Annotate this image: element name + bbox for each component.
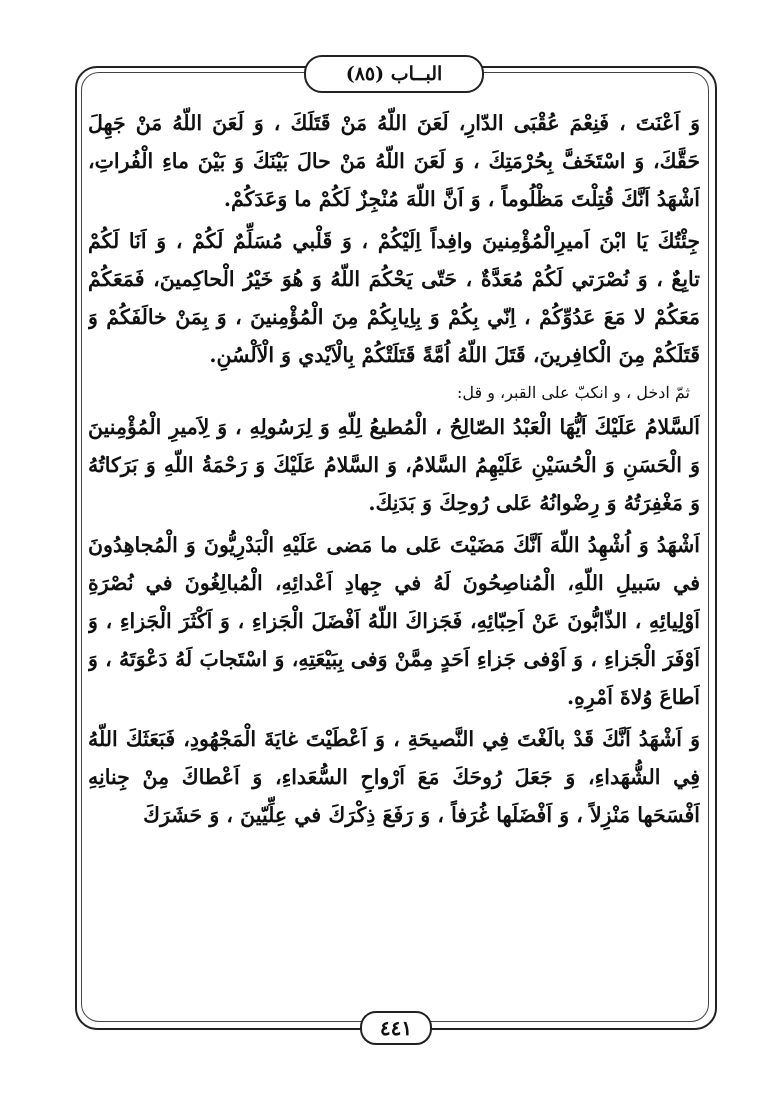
paragraph-3: اَلسَّلامُ عَلَيْكَ اَيُّهَا الْعَبْدُ الصّالِحُ ، الْمُطيعُ لِلّهِ وَ لِرَسُولِهِ ، وَ لِاَميرِ الْمُؤْمِنينَ وَ الْحَسَنِ وَ الْحُسَيْنِ عَلَيْهِمُ السَّلامُ، وَ السَّلامُ عَلَيْكَ وَ رَحْمَةُ اللّهِ وَ بَرَكاتُهُ وَ مَغْفِرَتُهُ وَ رِضْوانُهُ عَلى رُوحِكَ وَ بَدَنِكَ.	[88, 415, 700, 515]
paragraph-2: جِئْتُكَ يَا ابْنَ اَميرِالْمُؤْمِنينَ وافِداً اِلَيْكُمْ ، وَ قَلْبي مُسَلِّمٌ لَكُمْ ، وَ اَنَا لَكُمْ تابِعٌ ، وَ نُصْرَتي لَكُمْ مُعَدَّةٌ ، حَتّى يَحْكُمَ اللّهُ وَ هُوَ خَيْرُ الْحاكِمينَ، فَمَعَكُمْ مَعَكُمْ لا مَعَ عَدُوِّكُمْ ، اِنّي بِكُمْ وَ بِاِيابِكُمْ مِنَ الْمُؤْمِنينَ ، وَ بِمَنْ خالَفَكُمْ وَ قَتَلَكُمْ مِنَ الْكافِرينَ، قَتَلَ اللّهُ اُمَّةً قَتَلَتْكُمْ بِالْاَيْدي وَ الْاَلْسُنِ.	[88, 229, 700, 367]
page-number: ٤٤١	[360, 1011, 432, 1045]
paragraph-1: وَ اَعْنَتَ ، فَنِعْمَ عُقْبَى الدّارِ، لَعَنَ اللّهُ مَنْ قَتَلَكَ ، وَ لَعَنَ اللّهُ مَنْ جَهِلَ حَقَّكَ، وَ اسْتَخَفَّ بِحُرْمَتِكَ ، وَ لَعَنَ اللّهُ مَنْ حالَ بَيْنَكَ وَ بَيْنَ ماءِ الْفُراتِ، اَشْهَدُ اَنَّكَ قُتِلْتَ مَظْلُوماً ، وَ اَنَّ اللّهَ مُنْجِزٌ لَكُمْ ما وَعَدَكُمْ.	[88, 111, 700, 211]
paragraph-5: وَ اَشْهَدُ اَنَّكَ قَدْ بالَغْتَ فِي النَّصيحَةِ ، وَ اَعْطَيْتَ غايَةَ الْمَجْهُودِ، فَبَعَثَكَ اللّهُ فِي الشُّهَداءِ، وَ جَعَلَ رُوحَكَ مَعَ اَرْواحِ السُّعَداءِ، وَ اَعْطاكَ مِنْ جِنانِهِ اَفْسَحَها مَنْزِلاً ، وَ اَفْضَلَها غُرَفاً ، وَ رَفَعَ ذِكْرَكَ في عِلِّيّينَ ، وَ حَشَرَكَ	[88, 727, 700, 827]
chapter-title: البــاب (٨٥)	[304, 55, 484, 93]
paragraph-4: اَشْهَدُ وَ اُشْهِدُ اللّهَ اَنَّكَ مَضَيْتَ عَلى ما مَضى عَلَيْهِ الْبَدْرِيُّونَ وَ الْمُجاهِدُونَ في سَبيلِ اللّهِ، الْمُناصِحُونَ لَهُ في جِهادِ اَعْدائِهِ، الْمُبالِغُونَ في نُصْرَةِ اَوْلِيائِهِ ، الذّابُّونَ عَنْ اَحِبّائِهِ، فَجَزاكَ اللّهُ اَفْضَلَ الْجَزاءِ ، وَ اَكْثَرَ الْجَزاءِ ، وَ اَوْفَرَ الْجَزاءِ ، وَ اَوْفى جَزاءِ اَحَدٍ مِمَّنْ وَفى بِبَيْعَتِهِ، وَ اسْتَجابَ لَهُ دَعْوَتَهُ ، وَ اَطاعَ وُلاةَ اَمْرِهِ.	[88, 533, 700, 709]
instruction-line: ثمّ ادخل ، و انكبّ على القبر، و قل:	[457, 383, 690, 402]
text-body	[88, 104, 700, 1004]
